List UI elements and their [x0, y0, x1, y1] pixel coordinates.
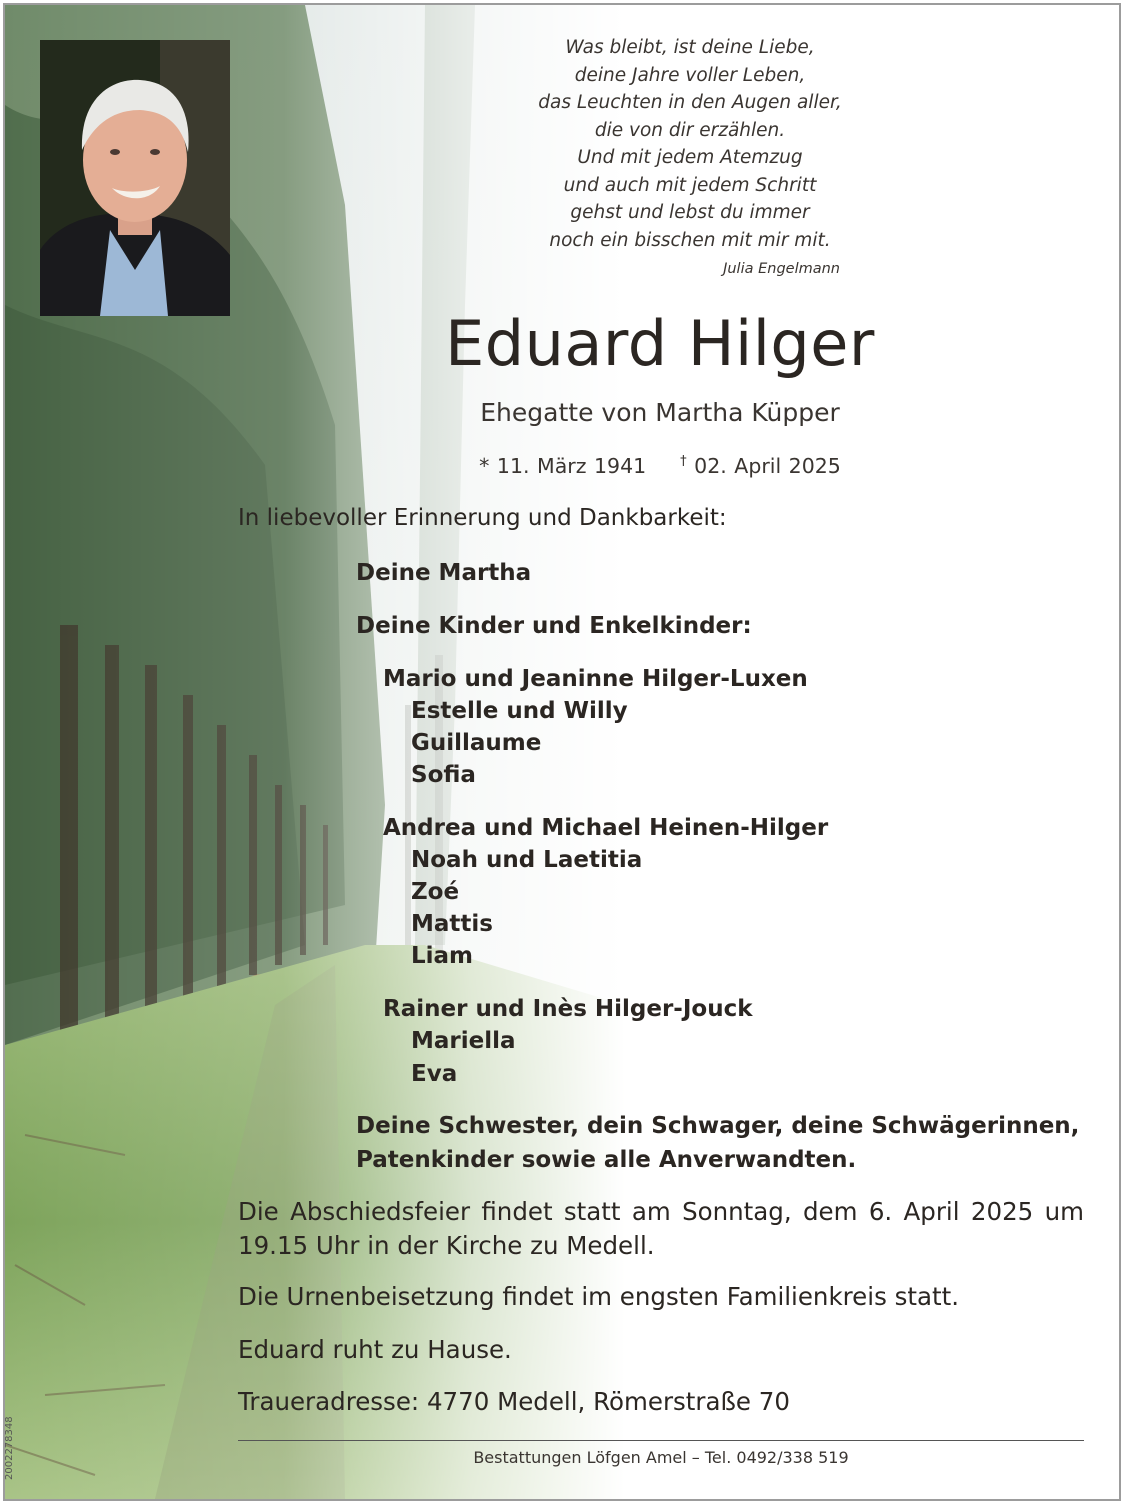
birth-date: * 11. März 1941: [479, 454, 647, 478]
cross-icon: †: [680, 454, 687, 470]
ceremony-notice: Die Abschiedsfeier findet statt am Sonntag, dem 6. April 2025 um 19.15 Uhr in der Kirche zu Medell.: [238, 1197, 1084, 1260]
poem-line: das Leuchten in den Augen aller,: [538, 92, 842, 113]
side-code: 2002278348: [4, 1416, 15, 1480]
spouse-line: Ehegatte von Martha Küpper: [480, 398, 840, 427]
mourning-address: Traueradresse: 4770 Medell, Römerstraße 70: [238, 1387, 790, 1416]
death-date: 02. April 2025: [686, 454, 841, 478]
family-child: Noah und Laetitia: [411, 847, 643, 873]
life-dates: [380, 454, 940, 478]
family-parents: Andrea und Michael Heinen-Hilger: [383, 815, 829, 841]
poem-author: Julia Engelmann: [723, 261, 840, 277]
family-child: Mariella: [411, 1028, 516, 1054]
mourner-spouse: Deine Martha: [356, 560, 532, 586]
poem-line: Und mit jedem Atemzug: [577, 147, 803, 168]
poem-line: noch ein bisschen mit mir mit.: [549, 229, 831, 251]
family-child: Sofia: [411, 762, 476, 788]
poem-line: und auch mit jedem Schritt: [563, 174, 817, 196]
family-child: Guillaume: [411, 730, 542, 756]
family-child: Eva: [411, 1061, 458, 1087]
family-child: Zoé: [411, 879, 460, 905]
footer-divider: [238, 1440, 1084, 1441]
family-parents: Mario und Jeaninne Hilger-Luxen: [383, 666, 808, 692]
mourners-intro: In liebevoller Erinnerung und Dankbarkeit:: [238, 505, 727, 531]
poem-line: die von dir erzählen.: [594, 119, 786, 141]
poem-line: gehst und lebst du immer: [570, 202, 810, 223]
burial-notice: Die Urnenbeisetzung findet im engsten Familienkreis statt.: [238, 1282, 960, 1311]
family-child: Estelle und Willy: [411, 698, 628, 724]
family-parents: Rainer und Inès Hilger-Jouck: [383, 996, 753, 1022]
relatives-line: Deine Schwester, dein Schwager, deine Schwägerinnen,: [356, 1113, 1080, 1139]
poem-line: Was bleibt, ist deine Liebe,: [565, 37, 815, 58]
memorial-poem: [430, 34, 950, 254]
rest-notice: Eduard ruht zu Hause.: [238, 1335, 512, 1364]
funeral-home-footer: Bestattungen Löfgen Amel – Tel. 0492/338 519: [473, 1448, 849, 1467]
family-child: Liam: [411, 943, 474, 969]
poem-line: deine Jahre voller Leben,: [574, 64, 806, 86]
family-child: Mattis: [411, 911, 493, 937]
deceased-name: Eduard Hilger: [445, 307, 875, 380]
children-heading: Deine Kinder und Enkelkinder:: [356, 613, 752, 639]
relatives-line: Patenkinder sowie alle Anverwandten.: [356, 1147, 857, 1173]
portrait-photo: [40, 40, 230, 316]
